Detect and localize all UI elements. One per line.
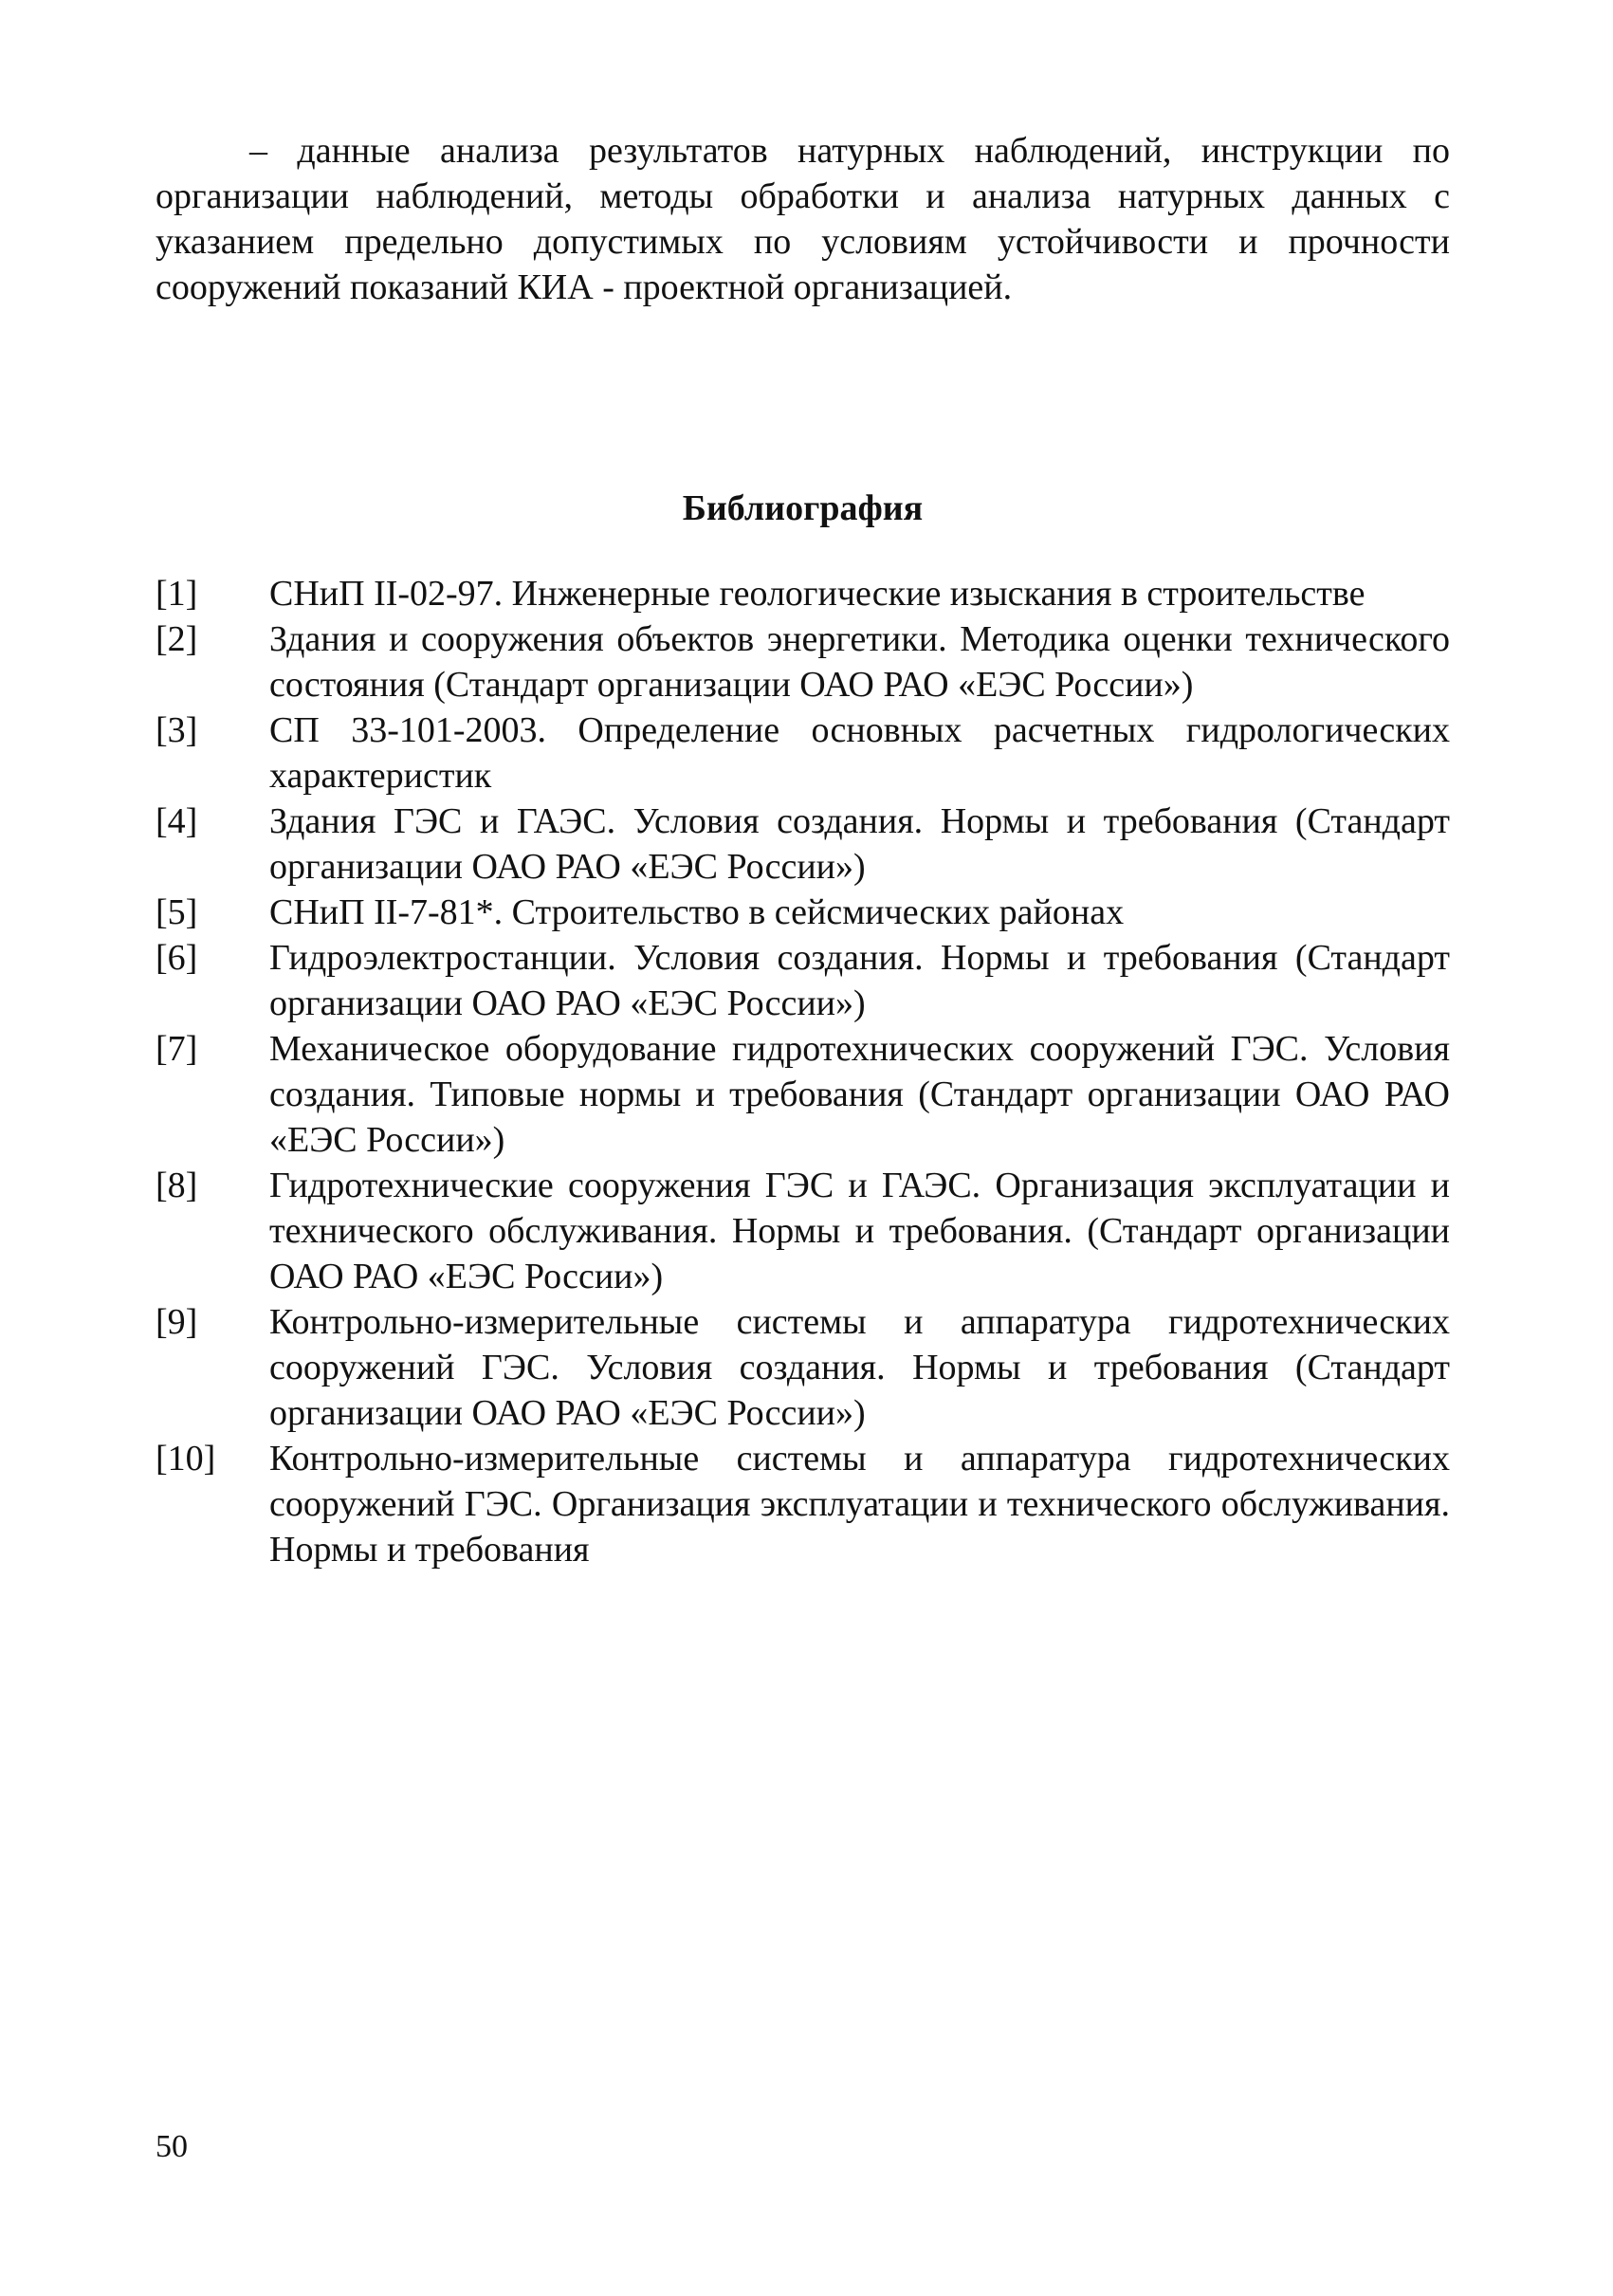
intro-paragraph: – данные анализа результатов натурных наблюдений, инструкции по организации наблюдений, методы обработки и анализа натурных данных с указанием предельно допустимых по условиям устойчивости и прочности сооружений показаний КИА - проектной организацией.	[156, 131, 1450, 307]
bibliography-item	[156, 1436, 1450, 1572]
bibliography-item-number: [2]	[156, 619, 198, 659]
bibliography-item	[156, 890, 1450, 935]
bibliography-item-number: [6]	[156, 938, 198, 978]
bibliography-item-text: Здания ГЭС и ГАЭС. Условия создания. Нормы и требования (Стандарт организации ОАО РАО «ЕЭС России»)	[269, 801, 1450, 887]
bibliography-item-text: СНиП II-02-97. Инженерные геологические изыскания в строительстве	[269, 574, 1366, 614]
bibliography-item-text: Гидроэлектростанции. Условия создания. Нормы и требования (Стандарт организации ОАО РАО «ЕЭС России»)	[269, 938, 1450, 1023]
bibliography-item-text: Механическое оборудование гидротехнических сооружений ГЭС. Условия создания. Типовые нормы и требования (Стандарт организации ОАО РАО «ЕЭС России»)	[269, 1029, 1450, 1160]
bibliography-item	[156, 1026, 1450, 1163]
bibliography-item-number: [5]	[156, 892, 198, 932]
bibliography-item-text: СНиП II-7-81*. Строительство в сейсмических районах	[269, 892, 1125, 932]
bibliography-item-number: [9]	[156, 1302, 198, 1342]
bibliography-item	[156, 616, 1450, 707]
bibliography-item-number: [1]	[156, 574, 198, 614]
bibliography-item-text: Контрольно-измерительные системы и аппаратура гидротехнических сооружений ГЭС. Условия создания. Нормы и требования (Стандарт организации ОАО РАО «ЕЭС России»)	[269, 1302, 1450, 1433]
bibliography-item	[156, 799, 1450, 890]
page-number: 50	[156, 2129, 188, 2164]
bibliography-item	[156, 1299, 1450, 1436]
bibliography-item-text: Гидротехнические сооружения ГЭС и ГАЭС. Организация эксплуатации и технического обслуживания. Нормы и требования. (Стандарт организации ОАО РАО «ЕЭС России»)	[269, 1166, 1450, 1296]
bibliography-item	[156, 935, 1450, 1026]
bibliography-item-number: [3]	[156, 710, 198, 750]
bibliography-item	[156, 1163, 1450, 1299]
bibliography-title: Библиография	[682, 488, 924, 528]
bibliography-item-text: Здания и сооружения объектов энергетики. Методика оценки технического состояния (Стандарт организации ОАО РАО «ЕЭС России»)	[269, 619, 1450, 705]
bibliography-item-number: [4]	[156, 801, 198, 841]
bibliography-item-text: СП 33-101-2003. Определение основных расчетных гидрологических характеристик	[269, 710, 1450, 796]
bibliography-item-number: [7]	[156, 1029, 198, 1069]
bibliography-item-text: Контрольно-измерительные системы и аппаратура гидротехнических сооружений ГЭС. Организация эксплуатации и технического обслуживания. Нормы и требования	[269, 1439, 1450, 1570]
bibliography-item-number: [10]	[156, 1439, 216, 1479]
bibliography-item	[156, 571, 1450, 616]
bibliography-item	[156, 707, 1450, 799]
bibliography-list	[156, 571, 1450, 1572]
bibliography-item-number: [8]	[156, 1166, 198, 1205]
